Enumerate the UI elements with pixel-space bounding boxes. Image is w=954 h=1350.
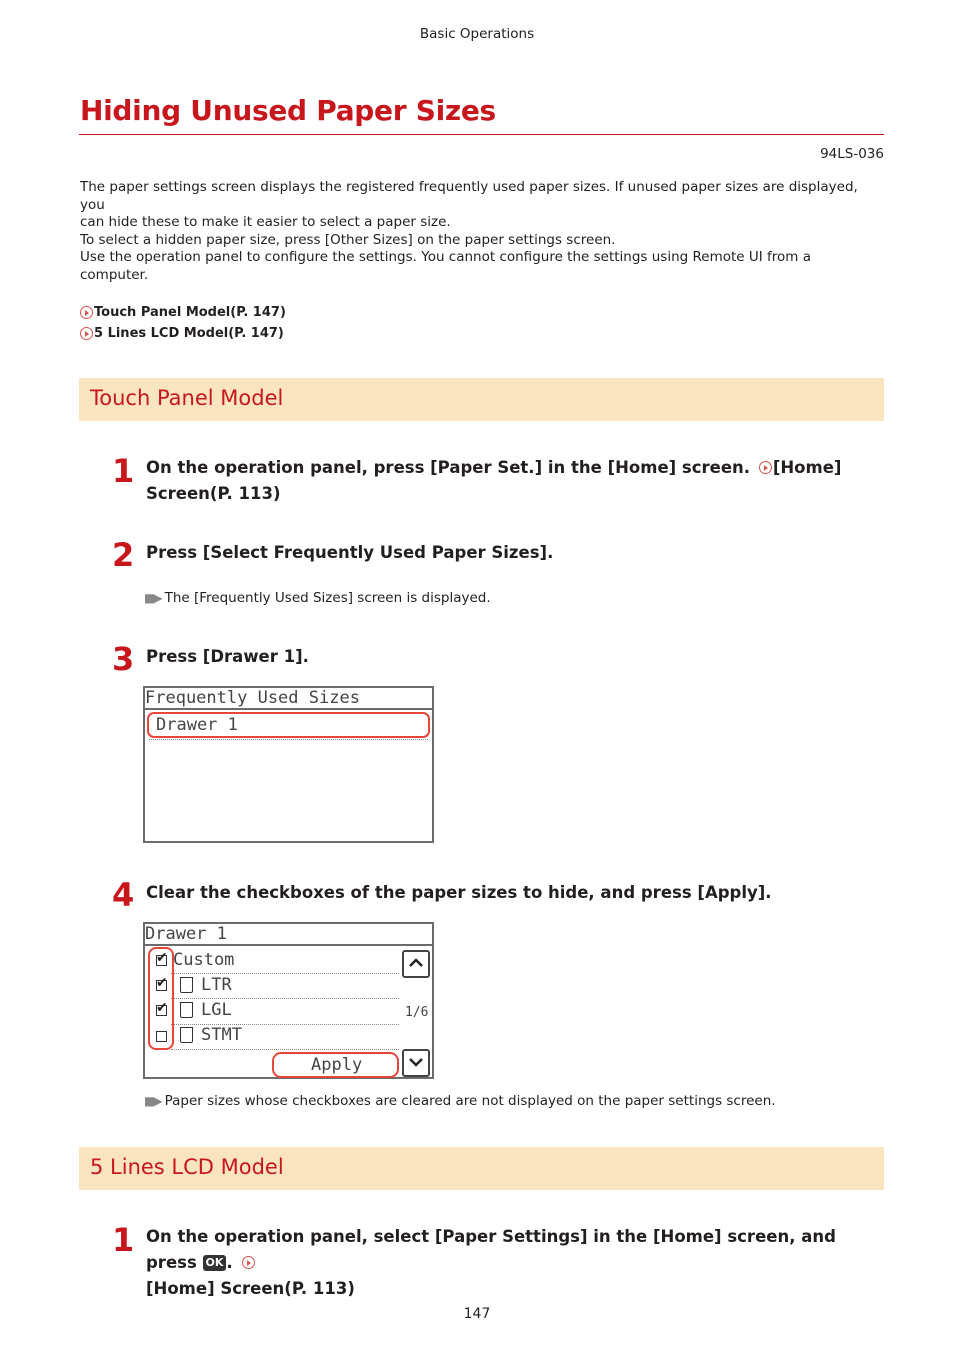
row-label-lgl: LGL bbox=[201, 1000, 232, 1020]
page-indicator: 1/6 bbox=[405, 1005, 429, 1020]
step-instruction: On the operation panel, press [Paper Set.] in the [Home] screen. bbox=[146, 458, 751, 477]
chevron-up-icon bbox=[409, 958, 423, 968]
paper-icon bbox=[180, 977, 193, 993]
row-divider bbox=[171, 1049, 399, 1050]
link-arrow-icon bbox=[80, 306, 93, 319]
step-4-text: Clear the checkboxes of the paper sizes to hide, and press [Apply]. bbox=[146, 883, 772, 902]
row-label-ltr: LTR bbox=[201, 975, 232, 995]
link-label: Touch Panel Model(P. 147) bbox=[94, 305, 286, 320]
step-2-text: Press [Select Frequently Used Paper Sizes]. bbox=[146, 543, 554, 562]
lcd-step-1-text bbox=[146, 1224, 886, 1302]
period: . bbox=[226, 1253, 233, 1272]
section-title: 5 Lines LCD Model bbox=[90, 1155, 284, 1179]
screen-title: Frequently Used Sizes bbox=[145, 688, 432, 710]
section-heading-5-lines-lcd bbox=[79, 1147, 884, 1190]
link-touch-panel-model[interactable] bbox=[80, 305, 286, 320]
step-1-text bbox=[146, 455, 841, 507]
link-5-lines-lcd-model[interactable] bbox=[80, 326, 284, 341]
paper-icon bbox=[180, 1027, 193, 1043]
result-text: The [Frequently Used Sizes] screen is displayed. bbox=[164, 590, 491, 606]
intro-line: The paper settings screen displays the registered frequently used paper sizes. If unused paper sizes are displayed, you bbox=[80, 179, 858, 213]
drawer-1-screen bbox=[143, 922, 434, 1079]
intro-line: computer. bbox=[80, 266, 149, 283]
row-divider bbox=[171, 973, 399, 974]
home-screen-link[interactable]: [Home] Screen(P. 113) bbox=[146, 1279, 355, 1298]
drawer-1-button[interactable] bbox=[147, 712, 430, 738]
link-label: 5 Lines LCD Model(P. 147) bbox=[94, 326, 284, 341]
screen-title: Drawer 1 bbox=[145, 924, 432, 946]
link-arrow-icon bbox=[759, 461, 772, 474]
apply-button[interactable] bbox=[272, 1052, 399, 1078]
drawer-1-label: Drawer 1 bbox=[156, 715, 238, 735]
intro-line: can hide these to make it easier to select a paper size. bbox=[80, 214, 451, 230]
link-arrow-icon bbox=[242, 1256, 255, 1269]
step-instruction: On the operation panel, select [Paper Settings] in the [Home] screen, and press bbox=[146, 1227, 836, 1272]
step-4-result bbox=[144, 1093, 776, 1109]
scroll-up-button[interactable] bbox=[402, 950, 430, 978]
section-heading-touch-panel bbox=[79, 378, 884, 421]
chevron-down-icon bbox=[409, 1057, 423, 1067]
scroll-down-button[interactable] bbox=[402, 1049, 430, 1077]
paper-icon bbox=[180, 1002, 193, 1018]
row-label-stmt: STMT bbox=[201, 1025, 242, 1045]
home-screen-link-cont[interactable]: Screen(P. 113) bbox=[146, 484, 281, 503]
step-3-text: Press [Drawer 1]. bbox=[146, 647, 309, 666]
frequently-used-sizes-screen bbox=[143, 686, 434, 843]
row-label-custom: Custom bbox=[173, 950, 235, 970]
checkbox-column-highlight bbox=[148, 947, 174, 1050]
step-number: 2 bbox=[112, 536, 135, 574]
title-divider bbox=[79, 134, 884, 135]
step-number: 3 bbox=[112, 640, 135, 678]
document-id: 94LS-036 bbox=[820, 146, 884, 162]
row-divider bbox=[149, 739, 428, 740]
result-arrow-icon: ■▶ bbox=[144, 591, 161, 605]
result-arrow-icon: ■▶ bbox=[144, 1094, 161, 1108]
row-divider bbox=[171, 998, 399, 999]
intro-line: To select a hidden paper size, press [Other Sizes] on the paper settings screen. bbox=[80, 231, 616, 248]
step-number: 4 bbox=[112, 876, 135, 914]
step-number: 1 bbox=[112, 1221, 135, 1259]
apply-label: Apply bbox=[311, 1055, 363, 1075]
ok-key-icon: OK bbox=[203, 1255, 227, 1271]
result-text: Paper sizes whose checkboxes are cleared are not displayed on the paper settings screen. bbox=[164, 1093, 776, 1109]
step-number: 1 bbox=[112, 452, 135, 490]
intro-paragraph-2 bbox=[80, 249, 885, 284]
intro-line: Use the operation panel to configure the settings. You cannot configure the settings using Remote UI from a bbox=[80, 249, 812, 265]
link-arrow-icon bbox=[80, 327, 93, 340]
home-screen-link[interactable]: [Home] bbox=[772, 458, 842, 477]
intro-paragraph-1 bbox=[80, 179, 885, 249]
section-title: Touch Panel Model bbox=[90, 386, 284, 410]
step-2-result bbox=[144, 590, 491, 606]
page-title: Hiding Unused Paper Sizes bbox=[80, 94, 496, 127]
page-number: 147 bbox=[463, 1306, 491, 1322]
running-header: Basic Operations bbox=[419, 26, 535, 42]
